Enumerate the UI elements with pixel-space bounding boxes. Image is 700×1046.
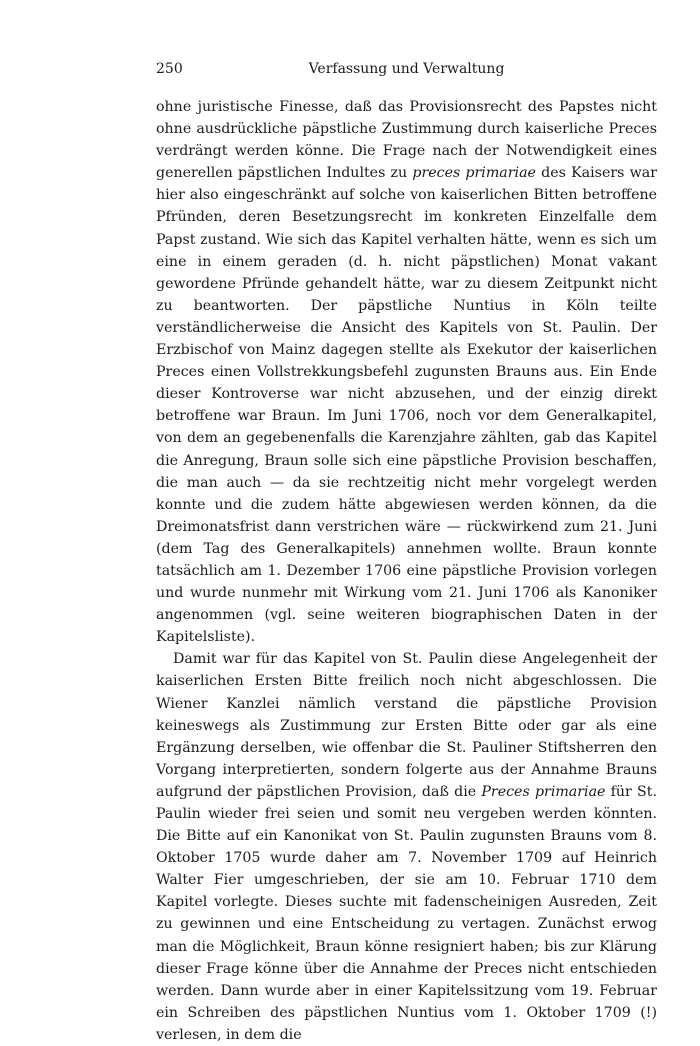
text-run: für St. Paulin wieder frei seien und somit neu vergeben werden könnten. Die Bitte auf ein Kanonikat von St. Paulin zugunsten Brauns vom 8. Oktober 1705 wurde daher am 7. November 1709 auf Heinrich Walter Fier umgeschrieben, der sie am 10. Februar 1710 dem Kapitel vorlegte. Dieses suchte mit fadenscheinigen Ausreden, Zeit zu gewinnen und eine Entscheidung zu vertagen. Zunächst erwog man die Möglichkeit, Braun könne resigniert haben; bis zur Klärung dieser Frage könne über die Annahme der Preces nicht entschieden werden. Dann wurde aber in einer Kapitelssitzung vom 19. Februar ein Schreiben des päpstlichen Nuntius vom 1. Oktober 1709 (!) verlesen, in dem die (156, 783, 657, 1043)
running-head (156, 58, 657, 80)
italic-term: Preces primariae (481, 783, 606, 800)
text-run: ohne juristische Finesse, daß das Provisionsrecht des Papstes nicht ohne ausdrückliche päpstliche Zustimmung durch kaiserliche Preces verdrängt werden könne. Die Frage nach der Notwendigkeit eines generellen päpstlichen Indultes zu (156, 99, 657, 182)
text-run: Damit war für das Kapitel von St. Paulin diese Angelegenheit der kaiserlichen Ersten Bitte freilich noch nicht abgeschlossen. Die Wiener Kanzlei nämlich verstand die päpstliche Provision keineswegs als Zustimmung zur Ersten Bitte oder gar als eine Ergänzung derselben, wie offenbar die St. Pauliner Stiftsherren den Vorgang interpretierten, sondern folgerte aus der Annahme Brauns aufgrund der päpstlichen Provision, daß die (156, 651, 657, 800)
text-run: des Kaisers war hier also eingeschränkt auf solche von kaiserlichen Bitten betroffene Pfründen, deren Besetzungsrecht im konkreten Einzelfalle dem Papst zustand. Wie sich das Kapitel verhalten hätte, wenn es sich um eine in einem geraden (d. h. nicht päpstlichen) Monat vakant gewordene Pfründe gehandelt hätte, war zu diesem Zeitpunkt nicht zu beantworten. Der päpstliche Nuntius in Köln teilte verständlicherweise die Ansicht des Kapitels von St. Paulin. Der Erzbischof von Mainz dagegen stellte als Exekutor der kaiserlichen Preces einen Vollstrekkungsbefehl zugunsten Brauns aus. Ein Ende dieser Kontroverse war nicht abzusehen, und der einzig direkt betroffene war Braun. Im Juni 1706, noch vor dem Generalkapitel, von dem an gegebenenfalls die Karenzjahre zählten, gab das Kapitel die Anregung, Braun solle sich eine päpstliche Provision beschaffen, die man auch — da sie rechtzeitig nicht mehr vorgelegt werden konnte und die zudem hätte abgewiesen werden können, da die Dreimonatsfrist dann verstrichen wäre — rückwirkend zum 21. Juni (dem Tag des Generalkapitels) annehmen wollte. Braun konnte tatsächlich am 1. Dezember 1706 eine päpstliche Provision vorlegen und wurde nunmehr mit Wirkung vom 21. Juni 1706 als Kanoniker angenommen (vgl. seine weiteren biographischen Daten in der Kapitelsliste). (156, 165, 657, 646)
paragraph-2 (156, 648, 657, 1046)
italic-term: preces primariae (412, 165, 536, 182)
paragraph-1 (156, 96, 657, 648)
book-page (156, 58, 657, 1046)
body-text (156, 96, 657, 1046)
page-number: 250 (156, 61, 183, 77)
running-title: Verfassung und Verwaltung (308, 61, 505, 77)
